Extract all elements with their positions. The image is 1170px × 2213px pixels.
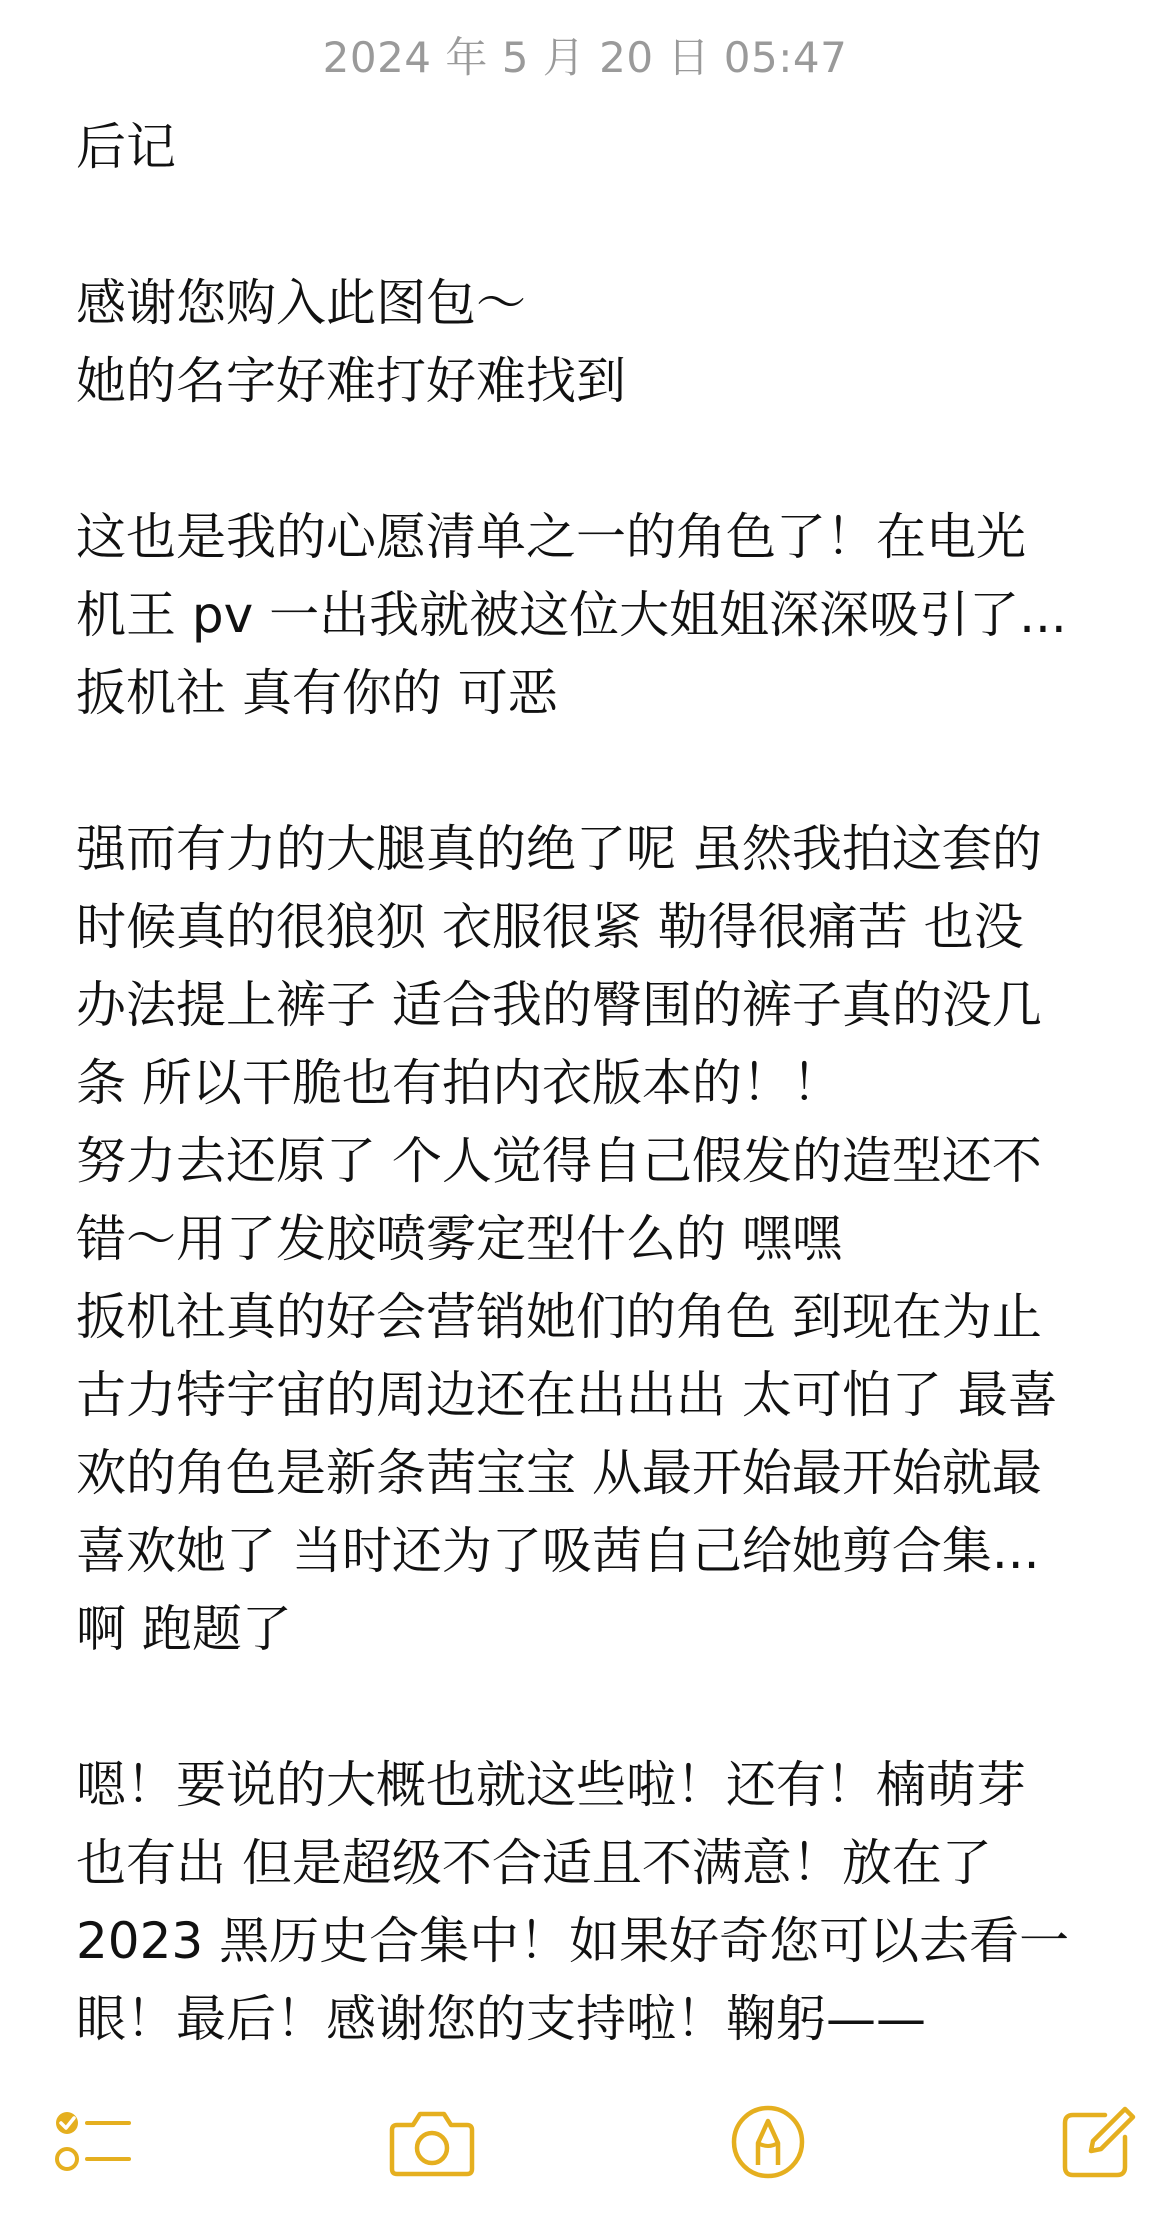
compose-icon xyxy=(1055,2099,1141,2185)
markup-pen-icon xyxy=(725,2099,811,2185)
bottom-toolbar xyxy=(0,2080,1170,2213)
note-line: 欢的角色是新条茜宝宝 从最开始最开始就最 xyxy=(76,1444,1042,1502)
note-line: 时候真的很狼狈 衣服很紧 勒得很痛苦 也没 xyxy=(76,898,1024,956)
note-line: 强而有力的大腿真的绝了呢 虽然我拍这套的 xyxy=(76,820,1042,878)
timestamp: 2024 年 5 月 20 日 05:47 xyxy=(322,33,848,82)
note-line: 条 所以干脆也有拍内衣版本的！！ xyxy=(76,1054,842,1112)
note-line: 办法提上裤子 适合我的臀围的裤子真的没几 xyxy=(76,976,1042,1034)
checklist-button[interactable] xyxy=(46,2094,142,2190)
note-line: 后记 xyxy=(76,118,176,176)
note-line: 古力特宇宙的周边还在出出出 太可怕了 最喜 xyxy=(76,1366,1058,1424)
note-line: 机王 pv 一出我就被这位大姐姐深深吸引了... xyxy=(76,586,1067,644)
note-line xyxy=(76,420,1106,498)
camera-icon xyxy=(387,2099,477,2185)
markup-button[interactable] xyxy=(720,2094,816,2190)
camera-button[interactable] xyxy=(384,2094,480,2190)
note-line: 嗯！要说的大概也就这些啦！还有！楠萌芽 xyxy=(76,1756,1026,1814)
note-body[interactable] xyxy=(76,108,1106,2058)
note-line xyxy=(76,186,1106,264)
note-line: 这也是我的心愿清单之一的角色了！在电光 xyxy=(76,508,1026,566)
note-line: 她的名字好难打好难找到 xyxy=(76,352,626,410)
note-line: 喜欢她了 当时还为了吸茜自己给她剪合集... xyxy=(76,1522,1040,1580)
checklist-icon xyxy=(51,2099,137,2185)
note-line: 也有出 但是超级不合适且不满意！放在了 xyxy=(76,1834,992,1892)
note-line: 眼！最后！感谢您的支持啦！鞠躬—— xyxy=(76,1990,926,2048)
note-line: 努力去还原了 个人觉得自己假发的造型还不 xyxy=(76,1132,1042,1190)
note-line xyxy=(76,732,1106,810)
note-line: 错～用了发胶喷雾定型什么的 嘿嘿 xyxy=(76,1210,842,1268)
note-line: 2023 黑历史合集中！如果好奇您可以去看一 xyxy=(76,1912,1070,1970)
note-line: 啊 跑题了 xyxy=(76,1600,292,1658)
note-line xyxy=(76,1668,1106,1746)
compose-button[interactable] xyxy=(1050,2094,1146,2190)
note-line: 感谢您购入此图包～ xyxy=(76,274,526,332)
note-line: 扳机社 真有你的 可恶 xyxy=(76,664,558,722)
note-line: 扳机社真的好会营销她们的角色 到现在为止 xyxy=(76,1288,1042,1346)
